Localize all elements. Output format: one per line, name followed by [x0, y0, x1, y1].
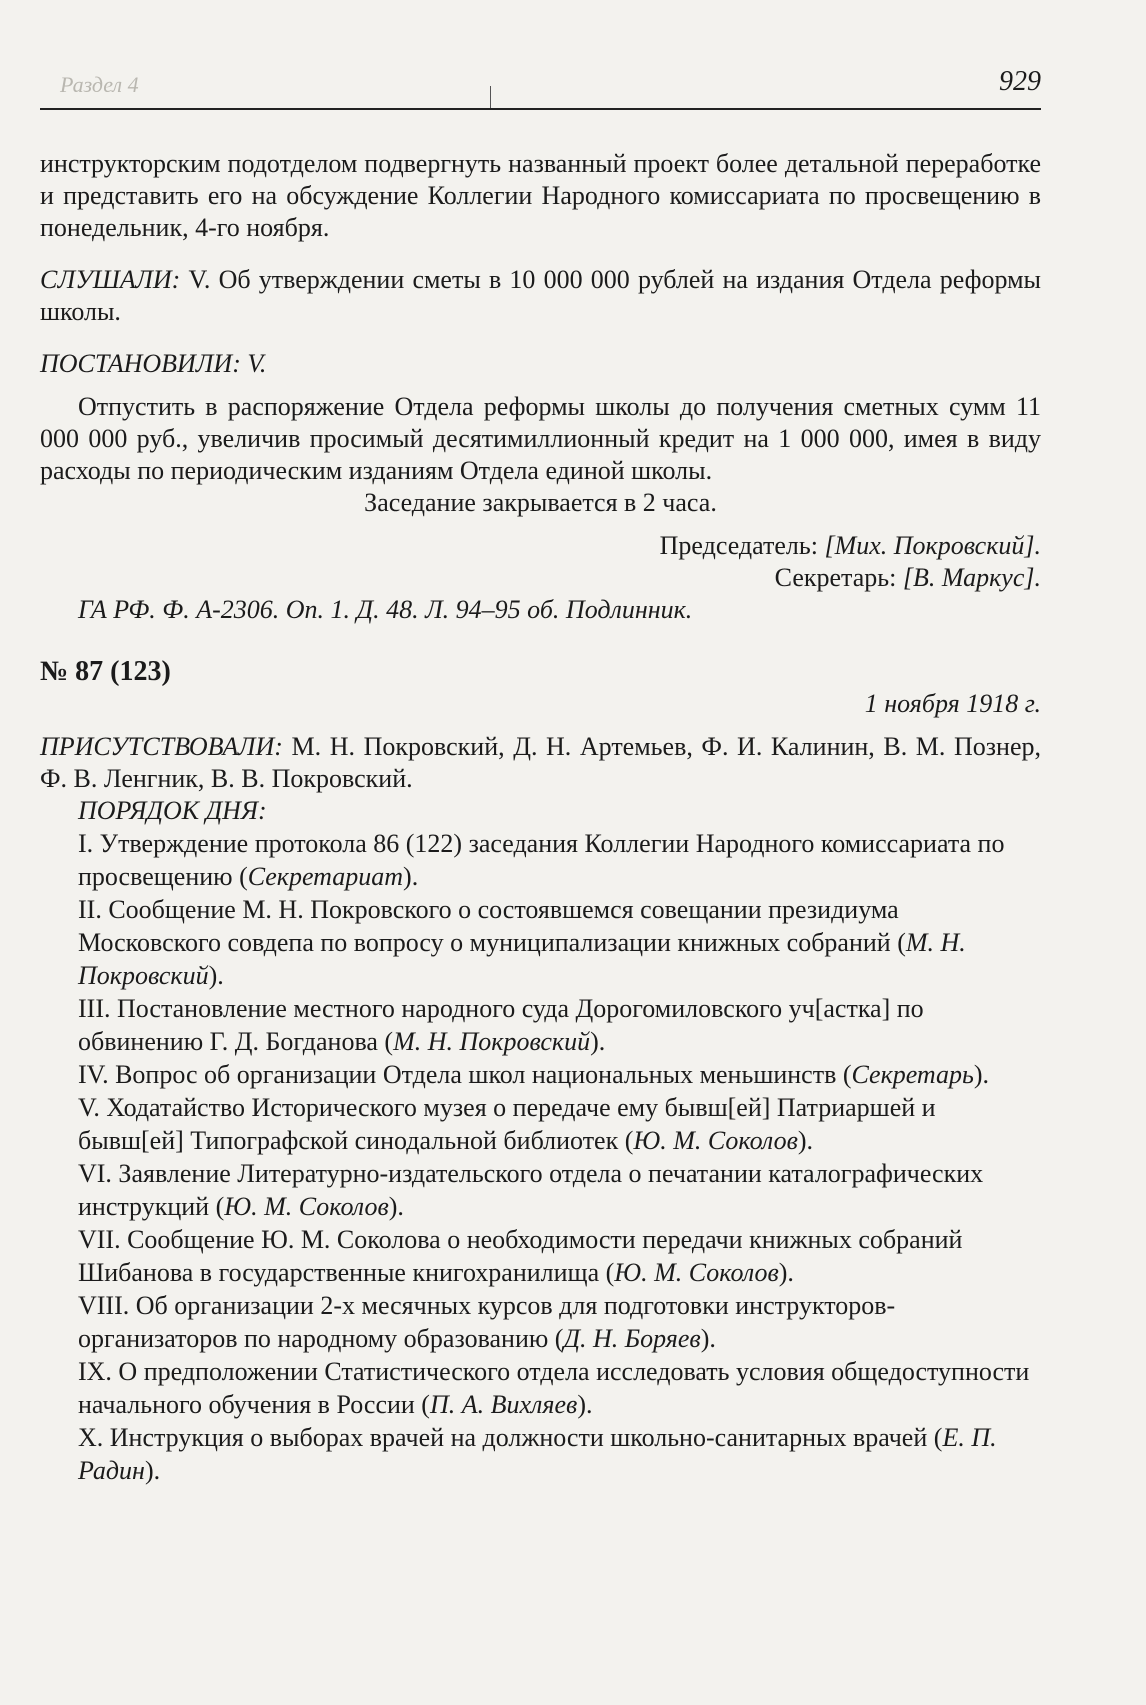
page-body — [40, 148, 1041, 1487]
agenda-item-end: ). — [388, 1192, 404, 1221]
header-divider-mark — [490, 86, 491, 110]
agenda-item-speaker: Ю. М. Соколов — [614, 1258, 779, 1287]
agenda-item — [78, 1058, 1041, 1091]
heard-text: V. Об утверждении сметы в 10 000 000 рублей на издания Отдела реформы школы. — [40, 265, 1042, 326]
resolved-number: V. — [247, 349, 267, 378]
agenda-item-text: V. Ходатайство Исторического музея о передаче ему бывш[ей] Патриаршей и бывш[ей] Типографской синодальной библиотек ( — [78, 1093, 936, 1155]
signature-chair — [40, 530, 1041, 562]
signature-block — [40, 530, 1041, 594]
agenda-item-end: ). — [144, 1456, 161, 1485]
heard-paragraph — [40, 264, 1041, 328]
continuation-paragraph: инструкторским подотделом подвергнуть названный проект более детальной переработке и представить его на обсуждение Коллегии Народного комиссариата по просвещению в понедельник, 4-го ноября. — [40, 149, 1041, 242]
signature-secretary-name: [В. Маркус]. — [902, 563, 1041, 592]
agenda-item-end: ). — [778, 1258, 794, 1287]
agenda-item — [78, 827, 1041, 893]
agenda-item — [78, 1157, 1041, 1223]
present-label: ПРИСУТСТВОВАЛИ: — [40, 732, 283, 761]
agenda-item — [78, 1091, 1041, 1157]
agenda-item-text: VII. Сообщение Ю. М. Соколова о необходимости передачи книжных собраний Шибанова в государственные книгохранилища ( — [78, 1225, 963, 1287]
signature-chair-name: [Мих. Покровский]. — [824, 531, 1041, 560]
document-number: № 87 (123) — [40, 656, 171, 687]
agenda-item-end: ). — [403, 862, 419, 891]
agenda-item-text: II. Сообщение М. Н. Покровского о состоявшемся совещании президиума Московского совдепа по вопросу о муниципализации книжных собраний ( — [78, 895, 906, 957]
agenda-item-speaker: Е. П. Радин — [78, 1423, 997, 1485]
agenda-item-end: ). — [973, 1060, 990, 1089]
agenda-item-speaker: Секретарь — [851, 1060, 974, 1089]
running-header-section: Раздел 4 — [60, 72, 139, 97]
agenda-item-speaker: Д. Н. Боряев — [563, 1324, 701, 1353]
agenda-item — [78, 992, 1041, 1058]
agenda-item — [78, 893, 1041, 992]
closing-line: Заседание закрывается в 2 часа. — [364, 488, 717, 517]
agenda-item-text: VI. Заявление Литературно-издательского отдела о печатании каталографических инструкций ( — [78, 1159, 984, 1221]
agenda-item — [78, 1421, 1041, 1487]
agenda-item-speaker: Секретариат — [247, 862, 404, 891]
agenda-item-end: ). — [700, 1324, 716, 1353]
agenda-item — [78, 1223, 1041, 1289]
present-paragraph — [40, 731, 1041, 795]
agenda-item-text: IV. Вопрос об организации Отдела школ национальных меньшинств ( — [78, 1060, 852, 1089]
agenda-item-text: VIII. Об организации 2-х месячных курсов для подготовки инструкторов-организаторов по народному образованию ( — [78, 1291, 896, 1353]
signature-chair-role: Председатель: — [659, 531, 818, 560]
agenda-heading: ПОРЯДОК ДНЯ: — [78, 796, 267, 825]
signature-secretary-role: Секретарь: — [774, 563, 897, 592]
agenda-item — [78, 1289, 1041, 1355]
signature-secretary — [40, 562, 1041, 594]
agenda-item-end: ). — [590, 1027, 606, 1056]
agenda-item-text: X. Инструкция о выборах врачей на должности школьно-санитарных врачей ( — [78, 1423, 943, 1452]
present-names: М. Н. Покровский, Д. Н. Артемьев, Ф. И. Калинин, В. М. Познер, Ф. В. Ленгник, В. В. Покровский. — [40, 732, 1042, 793]
resolved-heading — [40, 348, 1041, 380]
resolved-text: Отпустить в распоряжение Отдела реформы школы до получения сметных сумм 11 000 000 руб., увеличив просимый десятимиллионный кредит на 1 000 000, имея в виду расходы по периодическим изданиям Отдела единой школы. — [40, 392, 1041, 485]
agenda-item-speaker: М. Н. Покровский — [393, 1027, 591, 1056]
agenda-item-end: ). — [208, 961, 224, 990]
agenda-item-speaker: Ю. М. Соколов — [224, 1192, 389, 1221]
page-number: 929 — [999, 66, 1041, 97]
agenda-list — [40, 827, 1041, 1487]
agenda-item-speaker: М. Н. Покровский — [78, 928, 966, 990]
agenda-item — [78, 1355, 1041, 1421]
agenda-item-end: ). — [797, 1126, 814, 1155]
agenda-item-text: I. Утверждение протокола 86 (122) заседания Коллегии Народного комиссариата по просвещению ( — [78, 829, 1005, 891]
agenda-item-text: IX. О предположении Статистического отдела исследовать условия общедоступности начального обучения в России ( — [78, 1357, 1030, 1419]
header-rule — [40, 108, 1041, 110]
agenda-item-end: ). — [577, 1390, 593, 1419]
agenda-item-text: III. Постановление местного народного суда Дорогомиловского уч[астка] по обвинению Г. Д. Богданова ( — [78, 994, 924, 1056]
document-date: 1 ноября 1918 г. — [864, 689, 1041, 718]
agenda-item-speaker: П. А. Вихляев — [429, 1390, 578, 1419]
resolved-label: ПОСТАНОВИЛИ: — [40, 349, 241, 378]
agenda-item-speaker: Ю. М. Соколов — [633, 1126, 798, 1155]
archival-source: ГА РФ. Ф. А-2306. Оп. 1. Д. 48. Л. 94–95 об. Подлинник. — [78, 595, 693, 624]
heard-label: СЛУШАЛИ: — [40, 265, 181, 294]
